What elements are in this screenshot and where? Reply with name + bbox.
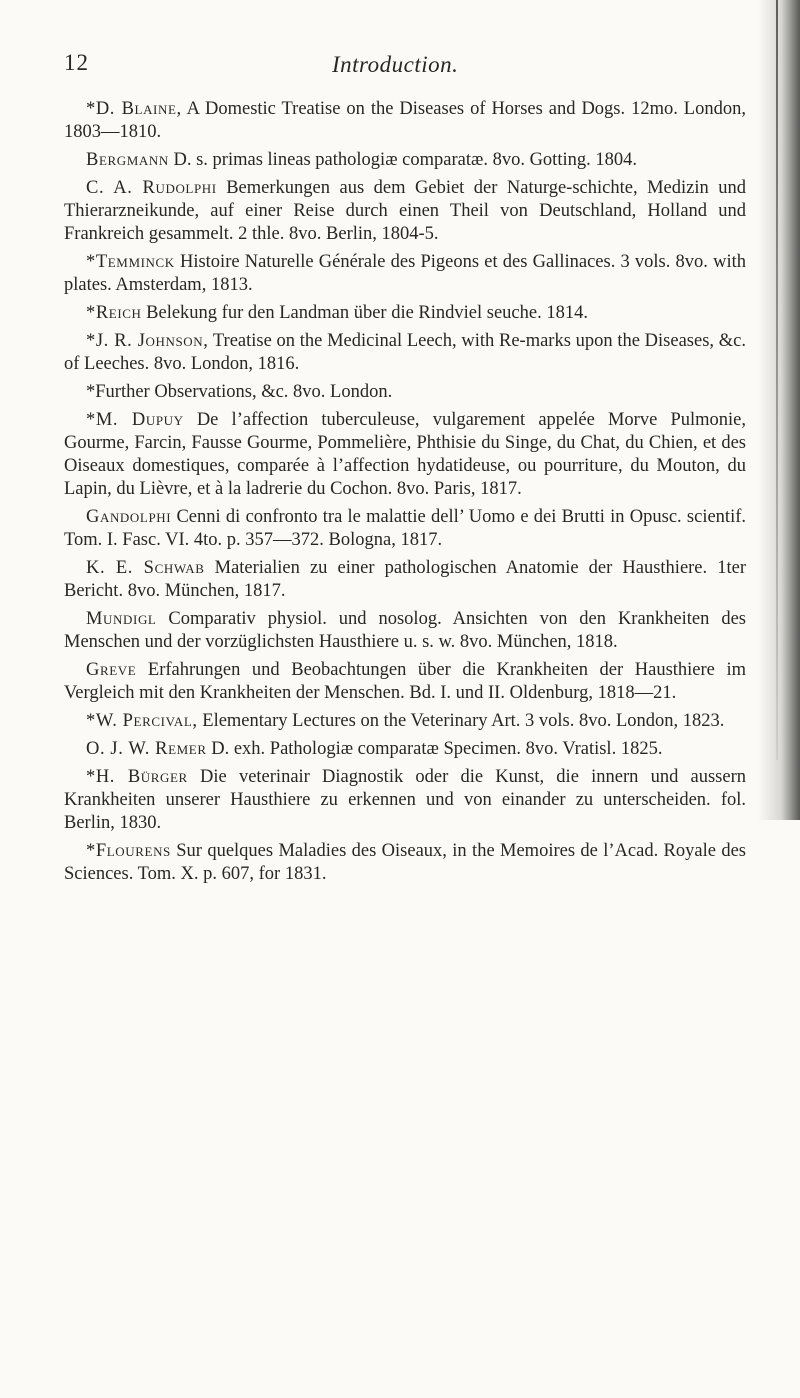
bibliography-entry — [64, 557, 746, 603]
bibliography-entry — [64, 177, 746, 246]
page-number: 12 — [64, 50, 89, 75]
page-header — [64, 50, 744, 90]
entry-text: Sur quelques Maladies des Oiseaux, in the Memoires de l’Acad. Royale des Sciences. Tom. X. p. 607, for 1831. — [64, 841, 746, 884]
bibliography-entry — [64, 149, 746, 172]
bibliography-entry — [64, 381, 746, 404]
entry-text: De l’affection tuberculeuse, vulgarement appelée Morve Pulmonie, Gourme, Farcin, Fausse Gourme, Pommelière, Phthisie du Singe, du Chat, du Chien, et des Oiseaux domestiques, comparée à l’affection hydatideuse, ou pourriture, du Mouton, du Lapin, du Lièvre, et à la ladrerie du Cochon. 8vo. Paris, 1817. — [64, 410, 747, 499]
entry-author: Bergmann — [86, 150, 169, 170]
entry-author: K. E. Schwab — [86, 558, 205, 578]
bibliography-entry — [64, 608, 746, 654]
entry-text: A Domestic Treatise on the Diseases of Horses and Dogs. 12mo. London, 1803—1810. — [64, 99, 746, 142]
bibliography-entry — [64, 251, 746, 297]
bibliography-list — [64, 98, 746, 891]
running-title: Introduction. — [332, 52, 459, 77]
bibliography-entry — [64, 840, 746, 886]
entry-text: D. s. primas lineas pathologiæ comparatæ. 8vo. Gotting. 1804. — [168, 150, 637, 170]
entry-text: Materialien zu einer pathologischen Anatomie der Hausthiere. 1ter Bericht. 8vo. München, 1817. — [64, 558, 746, 601]
bibliography-entry — [64, 302, 746, 325]
entry-author: *W. Percival, — [86, 711, 198, 731]
entry-author: Mundigl — [86, 609, 157, 629]
entry-author: *H. Bürger — [86, 767, 188, 787]
entry-text: Die veterinair Diagnostik oder die Kunst, die innern und aussern Krankheiten unserer Hausthiere zu erkennen und von einander zu unterscheiden. fol. Berlin, 1830. — [64, 767, 747, 833]
entry-text: Histoire Naturelle Générale des Pigeons et des Gallinaces. 3 vols. 8vo. with plates. Amsterdam, 1813. — [64, 252, 746, 295]
entry-text: D. exh. Pathologiæ comparatæ Specimen. 8vo. Vratisl. 1825. — [206, 739, 663, 759]
entry-author: *D. Blaine, — [86, 99, 182, 119]
page-edge-shadow — [758, 0, 800, 820]
entry-author: *M. Dupuy — [86, 410, 184, 430]
entry-author: C. A. Rudolphi — [86, 178, 217, 198]
entry-author: Gandolphi — [86, 507, 172, 527]
bibliography-entry — [64, 766, 746, 835]
bibliography-entry — [64, 710, 746, 733]
entry-text: Cenni di confronto tra le malattie dell’ Uomo e dei Brutti in Opusc. scientif. Tom. I. Fasc. VI. 4to. p. 357—372. Bologna, 1817. — [64, 507, 746, 550]
entry-text: Belekung fur den Landman über die Rindviel seuche. 1814. — [141, 303, 588, 323]
bibliography-entry — [64, 506, 746, 552]
entry-author: *Reich — [86, 303, 142, 323]
entry-author: *Temminck — [86, 252, 175, 272]
bibliography-entry — [64, 98, 746, 144]
entry-author: O. J. W. Remer — [86, 739, 207, 759]
entry-author: *J. R. Johnson, — [86, 331, 209, 351]
entry-text: Bemerkungen aus dem Gebiet der Naturge-schichte, Medizin und Thierarzneikunde, auf einer Reise durch einen Theil von Deutschland, Holland und Frankreich gesammelt. 2 thle. 8vo. Berlin, 1804-5. — [64, 178, 746, 244]
entry-text: Elementary Lectures on the Veterinary Art. 3 vols. 8vo. London, 1823. — [197, 711, 725, 731]
entry-text: Treatise on the Medicinal Leech, with Re-marks upon the Diseases, &c. of Leeches. 8vo. London, 1816. — [64, 331, 746, 374]
entry-text: Erfahrungen und Beobachtungen über die Krankheiten der Hausthiere im Vergleich mit den Krankheiten der Menschen. Bd. I. und II. Oldenburg, 1818—21. — [64, 660, 746, 703]
entry-author: *Flourens — [86, 841, 171, 861]
bibliography-entry — [64, 330, 746, 376]
entry-text: Comparativ physiol. und nosolog. Ansichten von den Krankheiten des Menschen und der vorzüglichsten Hausthiere u. s. w. 8vo. München, 1818. — [64, 609, 746, 652]
bibliography-entry — [64, 738, 746, 761]
bibliography-entry — [64, 409, 746, 501]
page-edge-line — [776, 0, 778, 760]
bibliography-entry — [64, 659, 746, 705]
entry-author: Greve — [86, 660, 137, 680]
entry-text: *Further Observations, &c. 8vo. London. — [86, 382, 393, 402]
